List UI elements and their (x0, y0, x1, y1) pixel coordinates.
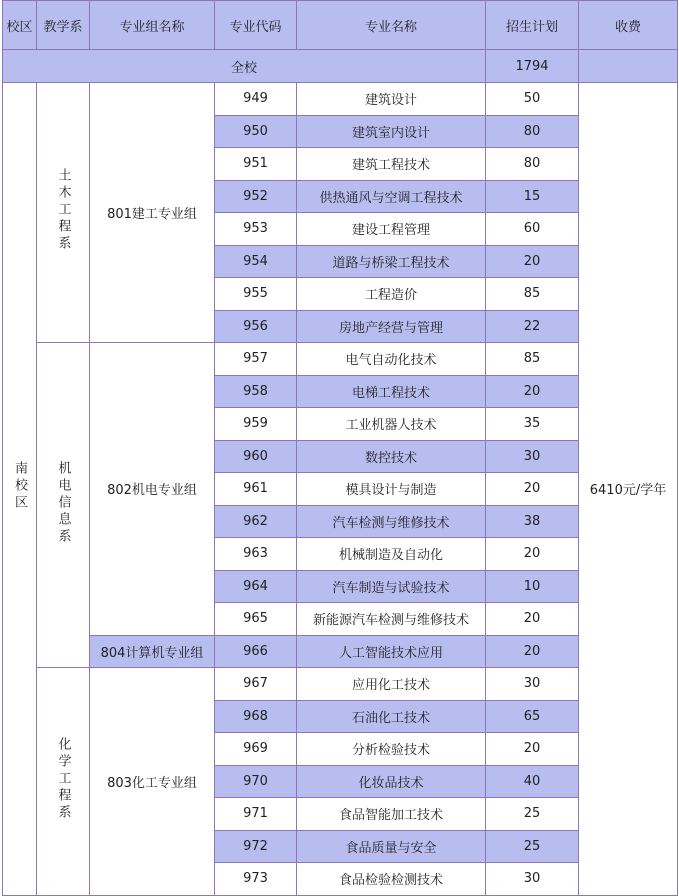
cell-name: 汽车制造与试验技术 (297, 570, 486, 603)
cell-code: 964 (215, 570, 297, 603)
cell-code: 959 (215, 408, 297, 441)
cell-name: 人工智能技术应用 (297, 635, 486, 668)
campus-label: 南校区 (12, 461, 27, 513)
fee-cell: 6410元/学年 (579, 83, 678, 896)
header-group: 专业组名称 (90, 1, 215, 50)
cell-plan: 80 (486, 115, 579, 148)
table-row (3, 668, 678, 701)
cell-name: 新能源汽车检测与维修技术 (297, 603, 486, 636)
header-department: 教学系 (37, 1, 90, 50)
header-plan: 招生计划 (486, 1, 579, 50)
cell-code: 971 (215, 798, 297, 831)
cell-name: 数控技术 (297, 440, 486, 473)
cell-name: 工业机器人技术 (297, 408, 486, 441)
cell-name: 供热通风与空调工程技术 (297, 180, 486, 213)
cell-name: 道路与桥梁工程技术 (297, 245, 486, 278)
group-cell: 802机电专业组 (90, 343, 215, 636)
header-code: 专业代码 (215, 1, 297, 50)
cell-code: 957 (215, 343, 297, 376)
cell-name: 化妆品技术 (297, 765, 486, 798)
cell-name: 机械制造及自动化 (297, 538, 486, 571)
cell-name: 食品检验检测技术 (297, 863, 486, 896)
cell-name: 食品智能加工技术 (297, 798, 486, 831)
cell-code: 968 (215, 700, 297, 733)
cell-code: 967 (215, 668, 297, 701)
group-cell: 803化工专业组 (90, 668, 215, 896)
cell-code: 961 (215, 473, 297, 506)
cell-name: 石油化工技术 (297, 700, 486, 733)
header-row (3, 1, 678, 50)
cell-name: 食品质量与安全 (297, 830, 486, 863)
cell-name: 建筑工程技术 (297, 148, 486, 181)
department-cell (37, 83, 90, 343)
cell-plan: 20 (486, 245, 579, 278)
table-row (3, 635, 678, 668)
cell-code: 969 (215, 733, 297, 766)
cell-name: 电气自动化技术 (297, 343, 486, 376)
cell-name: 汽车检测与维修技术 (297, 505, 486, 538)
cell-code: 965 (215, 603, 297, 636)
cell-plan: 35 (486, 408, 579, 441)
cell-name: 工程造价 (297, 278, 486, 311)
cell-code: 973 (215, 863, 297, 896)
total-row (3, 50, 678, 83)
cell-code: 955 (215, 278, 297, 311)
cell-plan: 20 (486, 538, 579, 571)
cell-plan: 20 (486, 375, 579, 408)
cell-plan: 60 (486, 213, 579, 246)
cell-name: 应用化工技术 (297, 668, 486, 701)
cell-plan: 65 (486, 700, 579, 733)
table-row (3, 343, 678, 376)
cell-plan: 20 (486, 603, 579, 636)
cell-code: 954 (215, 245, 297, 278)
cell-plan: 30 (486, 668, 579, 701)
department-cell (37, 668, 90, 896)
cell-code: 962 (215, 505, 297, 538)
cell-code: 949 (215, 83, 297, 116)
cell-plan: 15 (486, 180, 579, 213)
cell-code: 970 (215, 765, 297, 798)
cell-code: 951 (215, 148, 297, 181)
group-cell: 801建工专业组 (90, 83, 215, 343)
total-fee-empty (579, 50, 678, 83)
cell-plan: 30 (486, 440, 579, 473)
cell-plan: 25 (486, 830, 579, 863)
cell-plan: 25 (486, 798, 579, 831)
cell-plan: 20 (486, 473, 579, 506)
campus-cell (3, 83, 37, 896)
cell-plan: 40 (486, 765, 579, 798)
cell-plan: 20 (486, 733, 579, 766)
header-campus: 校区 (3, 1, 37, 50)
cell-plan: 80 (486, 148, 579, 181)
cell-plan: 22 (486, 310, 579, 343)
cell-plan: 85 (486, 278, 579, 311)
cell-name: 建设工程管理 (297, 213, 486, 246)
cell-name: 分析检验技术 (297, 733, 486, 766)
cell-plan: 38 (486, 505, 579, 538)
cell-plan: 30 (486, 863, 579, 896)
cell-code: 963 (215, 538, 297, 571)
cell-name: 建筑设计 (297, 83, 486, 116)
total-plan: 1794 (486, 50, 579, 83)
header-major: 专业名称 (297, 1, 486, 50)
cell-code: 966 (215, 635, 297, 668)
cell-plan: 10 (486, 570, 579, 603)
cell-name: 电梯工程技术 (297, 375, 486, 408)
cell-name: 模具设计与制造 (297, 473, 486, 506)
cell-code: 950 (215, 115, 297, 148)
cell-code: 956 (215, 310, 297, 343)
enrollment-table (2, 0, 678, 896)
department-label: 化学工程系 (55, 736, 71, 822)
header-fee: 收费 (579, 1, 678, 50)
cell-code: 960 (215, 440, 297, 473)
cell-plan: 20 (486, 635, 579, 668)
department-label: 土木工程系 (55, 168, 71, 253)
cell-plan: 50 (486, 83, 579, 116)
table-row (3, 83, 678, 116)
department-cell (37, 343, 90, 668)
cell-code: 972 (215, 830, 297, 863)
cell-code: 953 (215, 213, 297, 246)
cell-plan: 85 (486, 343, 579, 376)
cell-name: 建筑室内设计 (297, 115, 486, 148)
total-label: 全校 (3, 50, 486, 83)
group-cell: 804计算机专业组 (90, 635, 215, 668)
cell-name: 房地产经营与管理 (297, 310, 486, 343)
cell-code: 952 (215, 180, 297, 213)
cell-code: 958 (215, 375, 297, 408)
department-label: 机电信息系 (55, 460, 71, 546)
